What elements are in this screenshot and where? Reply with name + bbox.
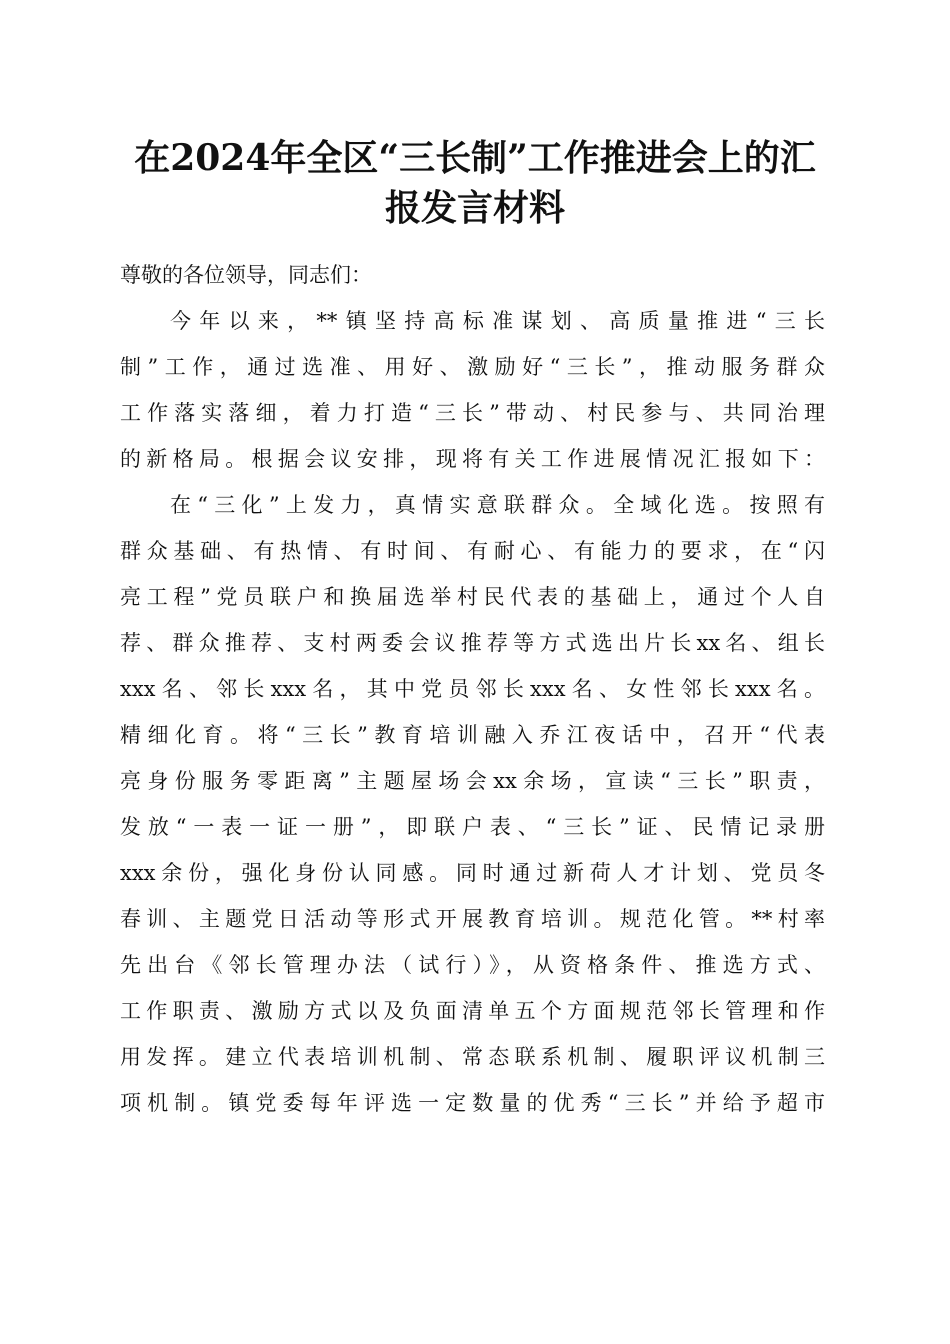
paragraph-line: xxx名、邻长xxx名，其中党员邻长xxx名、女性邻长xxx名。 (120, 677, 825, 701)
paragraph-2 (120, 482, 825, 1126)
title-line-2: 报发言材料 (384, 187, 565, 229)
document-title (120, 133, 830, 233)
document-body (120, 252, 825, 1126)
paragraph-line: 的新格局。根据会议安排，现将有关工作进展情况汇报如下： (120, 447, 825, 471)
paragraph-1 (120, 298, 825, 482)
paragraph-line: 工作落实落细，着力打造“三长”带动、村民参与、共同治理 (120, 401, 825, 425)
paragraph-line: 精细化育。将“三长”教育培训融入乔江夜话中，召开“代表 (120, 723, 825, 747)
paragraph-line: 制”工作，通过选准、用好、激励好“三长”，推动服务群众 (120, 355, 825, 379)
salutation: 尊敬的各位领导，同志们： (120, 263, 372, 287)
paragraph-line: 亮工程”党员联户和换届选举村民代表的基础上，通过个人自 (120, 585, 825, 609)
paragraph-line: 今年以来，**镇坚持高标准谋划、高质量推进“三长 (170, 309, 825, 333)
paragraph-line: 春训、主题党日活动等形式开展教育培训。规范化管。**村率 (120, 907, 825, 931)
title-line-1: 在2024年全区“三长制”工作推进会上的汇 (134, 137, 816, 179)
paragraph-line: 荐、群众推荐、支村两委会议推荐等方式选出片长xx名、组长 (120, 631, 825, 655)
paragraph-line: 群众基础、有热情、有时间、有耐心、有能力的要求，在“闪 (120, 539, 825, 563)
paragraph-line: 项机制。镇党委每年评选一定数量的优秀“三长”并给予超市 (120, 1091, 825, 1115)
paragraph-line: 亮身份服务零距离”主题屋场会xx余场，宣读“三长”职责， (120, 769, 825, 793)
paragraph-line: 用发挥。建立代表培训机制、常态联系机制、履职评议机制三 (120, 1045, 825, 1069)
paragraph-line: 发放“一表一证一册”，即联户表、“三长”证、民情记录册 (120, 815, 825, 839)
paragraph-line: 在“三化”上发力，真情实意联群众。全域化选。按照有 (170, 493, 825, 517)
paragraph-line: xxx余份，强化身份认同感。同时通过新荷人才计划、党员冬 (120, 861, 825, 885)
paragraph-line: 工作职责、激励方式以及负面清单五个方面规范邻长管理和作 (120, 999, 825, 1023)
paragraph-line: 先出台《邻长管理办法（试行）》，从资格条件、推选方式、 (120, 953, 825, 977)
